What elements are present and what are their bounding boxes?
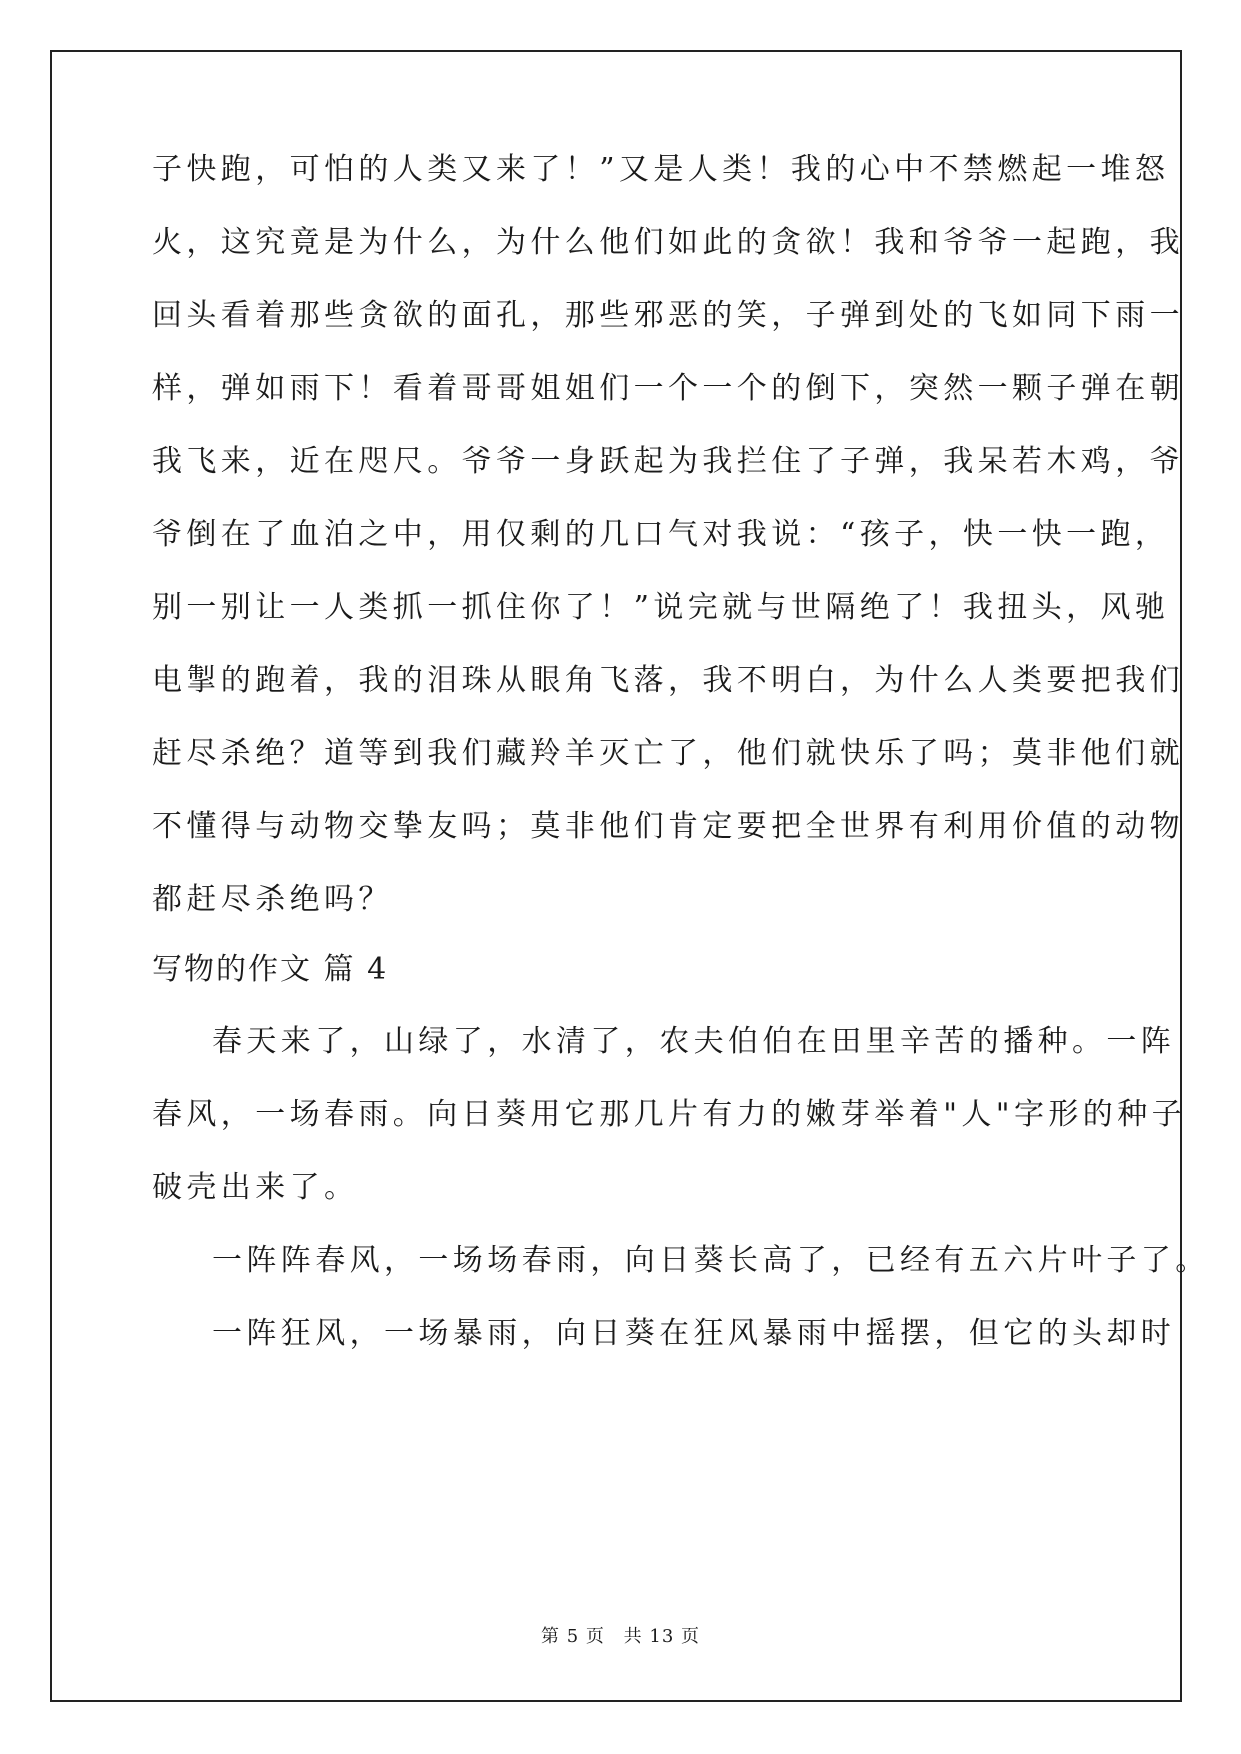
text-line: 电掣的跑着，我的泪珠从眼角飞落，我不明白，为什么人类要把我们 bbox=[152, 663, 1184, 698]
text-line: 破壳出来了。 bbox=[152, 1170, 359, 1205]
text-line: 都赶尽杀绝吗？ bbox=[152, 882, 393, 917]
text-line: 爷倒在了血泊之中，用仅剩的几口气对我说：“孩子，快一快一跑， bbox=[152, 517, 1170, 552]
page-footer bbox=[0, 1625, 1241, 1649]
text-line: 春天来了，山绿了，水清了，农夫伯伯在田里辛苦的播种。一阵 bbox=[212, 1024, 1176, 1059]
page-total: 共 13 页 bbox=[623, 1626, 700, 1647]
text-line: 我飞来，近在咫尺。爷爷一身跃起为我拦住了子弹，我呆若木鸡，爷 bbox=[152, 444, 1184, 479]
text-line: 回头看着那些贪欲的面孔，那些邪恶的笑，子弹到处的飞如同下雨一 bbox=[152, 298, 1184, 333]
text-line: 一阵阵春风，一场场春雨，向日葵长高了，已经有五六片叶子了。 bbox=[212, 1243, 1210, 1278]
text-line: 不懂得与动物交挚友吗；莫非他们肯定要把全世界有利用价值的动物 bbox=[152, 809, 1184, 844]
section-heading: 写物的作文 篇 4 bbox=[152, 952, 389, 987]
text-line: 赶尽杀绝？道等到我们藏羚羊灭亡了，他们就快乐了吗；莫非他们就 bbox=[152, 736, 1184, 771]
text-line: 样，弹如雨下！看着哥哥姐姐们一个一个的倒下，突然一颗子弹在朝 bbox=[152, 371, 1184, 406]
text-line: 火，这究竟是为什么，为什么他们如此的贪欲！我和爷爷一起跑，我 bbox=[152, 225, 1184, 260]
page-number: 第 5 页 bbox=[541, 1626, 605, 1647]
text-line: 春风，一场春雨。向日葵用它那几片有力的嫩芽举着"人"字形的种子 bbox=[152, 1097, 1186, 1132]
text-line: 子快跑，可怕的人类又来了！”又是人类！我的心中不禁燃起一堆怒 bbox=[152, 152, 1170, 187]
text-line: 别一别让一人类抓一抓住你了！”说完就与世隔绝了！我扭头，风驰 bbox=[152, 590, 1170, 625]
text-line: 一阵狂风，一场暴雨，向日葵在狂风暴雨中摇摆，但它的头却时 bbox=[212, 1316, 1176, 1351]
